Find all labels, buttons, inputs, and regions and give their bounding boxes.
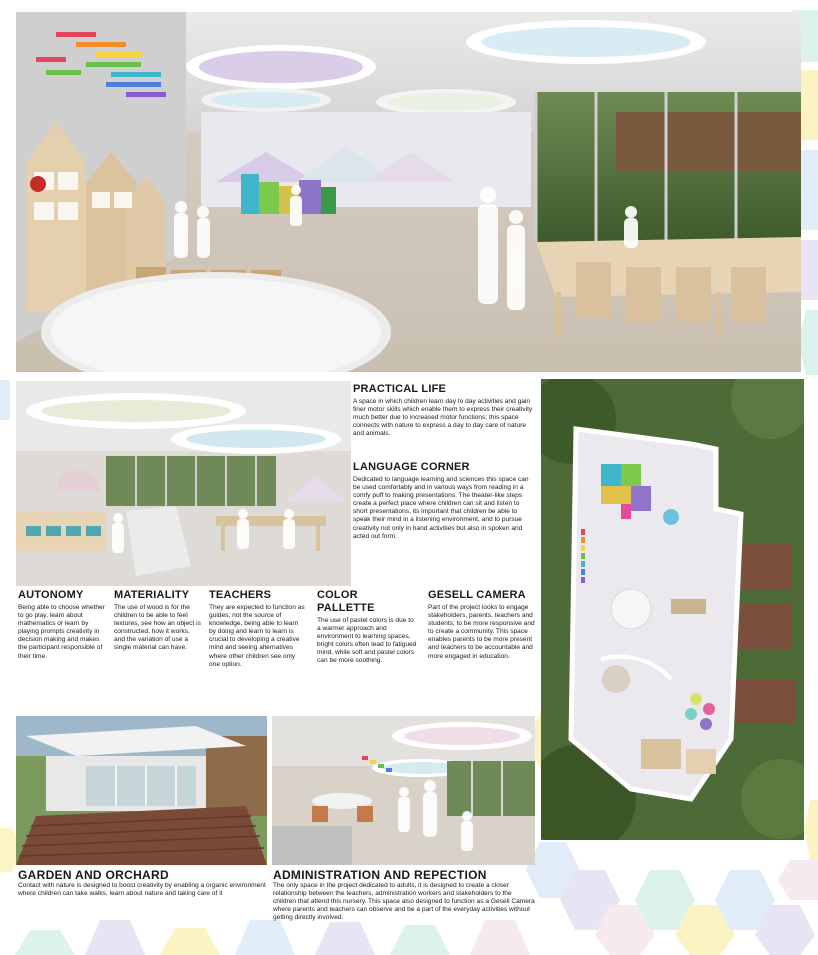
administration-block xyxy=(273,868,535,922)
section-body: The use of pastel colors is due to a warmer approach and environment to learning spaces, bright colors often lead to fatigued mind, while soft and pastel colors can be more soothing. xyxy=(317,617,417,665)
section-title: AUTONOMY xyxy=(18,589,84,601)
aerial-plan-render xyxy=(541,379,804,840)
gesell-camera-block xyxy=(428,589,536,661)
section-title: COLOR PALLETTE xyxy=(317,589,375,614)
garden-orchard-render xyxy=(16,716,267,865)
section-title: GESELL CAMERA xyxy=(428,589,526,601)
language-corner-render xyxy=(16,381,351,586)
section-body: Contact with nature is designed to boost creativity by enabling a organic environment where children can take walks, learn about nature and taking care of it xyxy=(18,882,266,898)
section-title: ADMINISTRATION AND REPECTION xyxy=(273,868,487,882)
section-title: TEACHERS xyxy=(209,589,272,601)
garden-orchard-block xyxy=(18,868,268,898)
section-body: The use of wood is for the children to be able to feel textures, see how an object is constructed, how it works, and the variation of use a single material can have. xyxy=(114,604,201,652)
main-classroom-render xyxy=(16,12,801,372)
section-body: The only space in the project dedicated to adults, it is designed to create a closer relationship between the teachers, administration workers and stakeholders to the children that attend this nursery. This space also designed to function as a Gesell Camera where parents and teachers can observe and be a part of the everyday activities without getting directly involved. xyxy=(273,882,535,922)
section-body: Dedicated to language learning and sciences this space can be used comfortably and in various ways from reading in a comfy puff to making presentations. The theater-like steps create a perfect place where children can sit and listen to short presentations, its important that children be able to speak their mind in a listening environment, and to pursue creativity not only in hand activities but also in spoken and acted out form. xyxy=(353,476,529,540)
section-body: They are expected to function as guides, not the source of knowledge, being able to learn by doing and learn to learn is crucial to developing a creative mind and seeing alternatives where other children see only one option. xyxy=(209,604,305,668)
language-corner-block xyxy=(353,461,535,541)
section-title: PRACTICAL LIFE xyxy=(353,383,447,395)
teachers-block xyxy=(209,589,307,669)
autonomy-block xyxy=(18,589,108,661)
section-body: Being able to choose whether to go play, learn about mathematics or learn by playing prompts creativity in decision making and makes the participant responsible of their time. xyxy=(18,604,105,660)
section-body: A space in which children learn day to day activities and gain finer motor skills which enable them to express their creativity much better due to increased motor functions; this space connects with nature to express a day to day care of nature and animals. xyxy=(353,398,533,438)
section-title: MATERIALITY xyxy=(114,589,190,601)
section-title: LANGUAGE CORNER xyxy=(353,461,470,473)
section-title: GARDEN AND ORCHARD xyxy=(18,868,169,882)
color-pallette-block xyxy=(317,589,417,666)
materiality-block xyxy=(114,589,202,653)
section-body: Part of the project looks to engage stakeholders, parents, teachers and students; to be more responsive and to create a community. This space enables parents to be more present and teachers to be accountable and more engaged in education. xyxy=(428,604,535,660)
administration-render xyxy=(272,716,535,865)
practical-life-block xyxy=(353,383,535,438)
